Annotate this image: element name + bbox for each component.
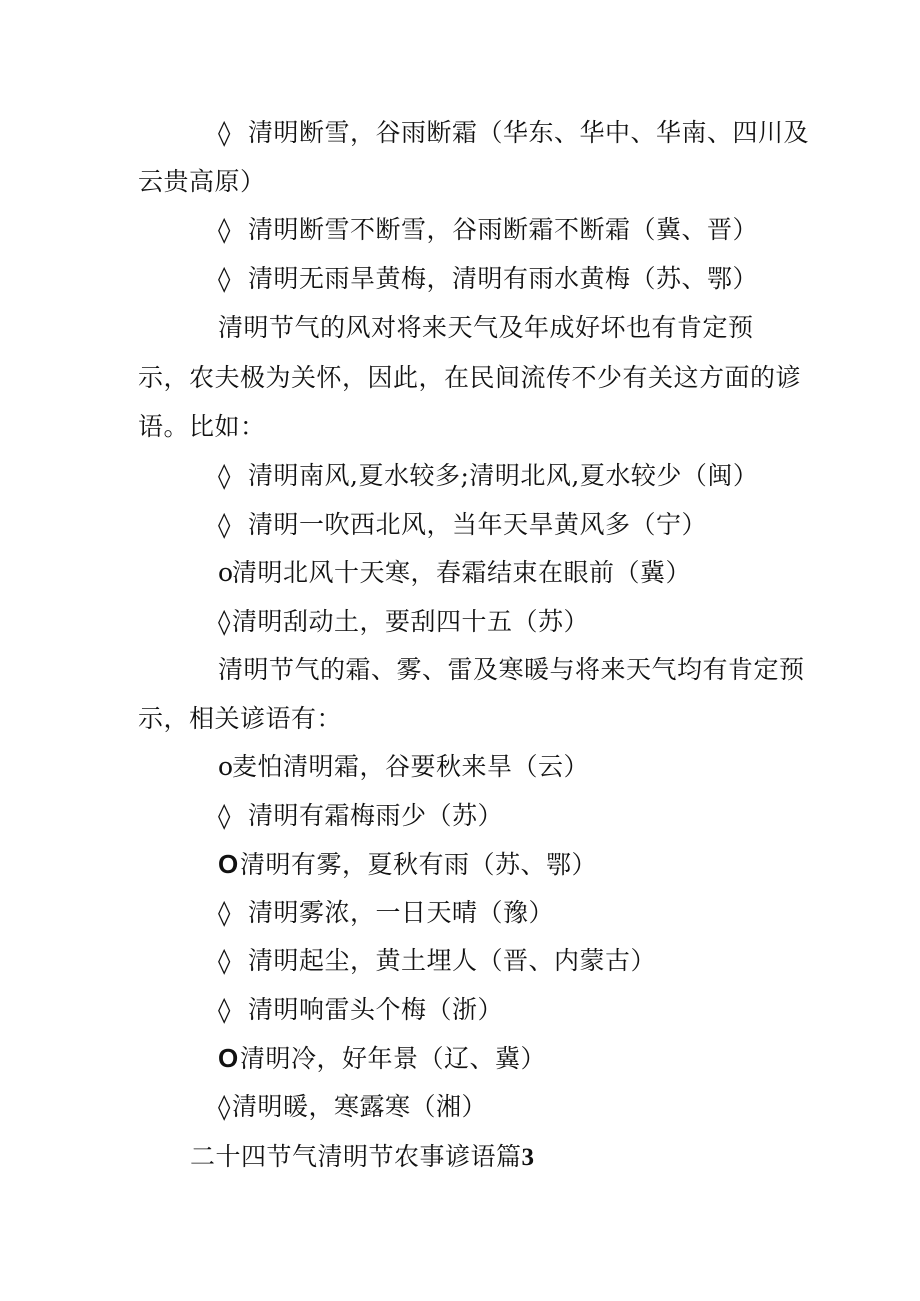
proverb-line	[218, 849, 597, 880]
proverb-line	[218, 801, 503, 831]
proverb-text: 清明响雷头个梅（浙）	[248, 995, 504, 1024]
bold-circle-bullet-icon: O	[218, 849, 239, 879]
proverb-text: 清明南风,夏水较多;清明北风,夏水较少（闽）	[248, 461, 759, 490]
proverb-line	[218, 264, 758, 294]
proverb-text: 清明冷，好年景（辽、冀）	[240, 1044, 547, 1073]
diamond-bullet-icon: ◊	[218, 264, 231, 293]
proverb-line	[218, 558, 691, 588]
circle-bullet-icon: o	[218, 558, 234, 587]
paragraph-text: 示，相关谚语有：	[138, 704, 343, 733]
paragraph-line	[218, 313, 754, 343]
proverb-text: 麦怕清明霜，谷要秋来旱（云）	[232, 752, 590, 781]
proverb-line	[218, 510, 707, 540]
proverb-text: 清明起尘，黄土埋人（晋、内蒙古）	[248, 946, 657, 975]
section-heading	[190, 1142, 535, 1173]
diamond-bullet-icon: ◊	[218, 995, 231, 1024]
diamond-bullet-icon: ◊	[218, 1092, 231, 1121]
diamond-bullet-icon: ◊	[218, 898, 231, 927]
paragraph-line	[218, 655, 805, 685]
proverb-line	[218, 118, 809, 148]
proverb-text: 清明雾浓，一日天晴（豫）	[248, 898, 555, 927]
proverb-text: 清明有霜梅雨少（苏）	[248, 801, 504, 830]
diamond-bullet-icon: ◊	[218, 118, 231, 147]
paragraph-line	[138, 704, 342, 734]
bold-circle-bullet-icon: O	[218, 1043, 239, 1073]
paragraph-text: 示，农夫极为关怀，因此，在民间流传不少有关这方面的谚	[138, 363, 802, 392]
proverb-text: 清明有雾，夏秋有雨（苏、鄂）	[240, 850, 598, 879]
paragraph-text: 清明节气的霜、雾、雷及寒暖与将来天气均有肯定预	[218, 655, 805, 684]
proverb-line	[218, 607, 589, 637]
diamond-bullet-icon: ◊	[218, 607, 231, 636]
proverb-line	[218, 215, 758, 245]
proverb-text: 清明刮动土，要刮四十五（苏）	[232, 607, 590, 636]
proverb-text: 云贵高原）	[138, 167, 266, 196]
paragraph-text: 语。比如：	[138, 412, 266, 441]
proverb-line	[218, 461, 758, 491]
circle-bullet-icon: o	[218, 752, 234, 781]
proverb-line	[218, 752, 589, 782]
diamond-bullet-icon: ◊	[218, 801, 231, 830]
diamond-bullet-icon: ◊	[218, 510, 231, 539]
diamond-bullet-icon: ◊	[218, 946, 231, 975]
diamond-bullet-icon: ◊	[218, 461, 231, 490]
proverb-text: 清明断雪不断雪，谷雨断霜不断霜（冀、晋）	[248, 215, 759, 244]
proverb-text: 清明北风十天寒，春霜结束在眼前（冀）	[232, 558, 692, 587]
proverb-line	[218, 898, 554, 928]
proverb-line	[218, 946, 656, 976]
proverb-text: 清明暖，寒露寒（湘）	[232, 1092, 488, 1121]
section-heading-text: 二十四节气清明节农事谚语篇	[190, 1142, 522, 1171]
proverb-text: 清明断雪，谷雨断霜（华东、华中、华南、四川及	[248, 118, 810, 147]
proverb-text: 清明一吹西北风，当年天旱黄风多（宁）	[248, 510, 708, 539]
paragraph-line	[138, 412, 266, 442]
proverb-line	[218, 1043, 546, 1074]
proverb-line	[218, 1092, 487, 1122]
proverb-line	[218, 995, 503, 1025]
diamond-bullet-icon: ◊	[218, 215, 231, 244]
proverb-text: 清明无雨旱黄梅，清明有雨水黄梅（苏、鄂）	[248, 264, 759, 293]
paragraph-text: 清明节气的风对将来天气及年成好坏也有肯定预	[218, 313, 754, 342]
section-heading-number: 3	[521, 1144, 535, 1171]
proverb-continuation	[138, 167, 266, 197]
paragraph-line	[138, 363, 801, 393]
